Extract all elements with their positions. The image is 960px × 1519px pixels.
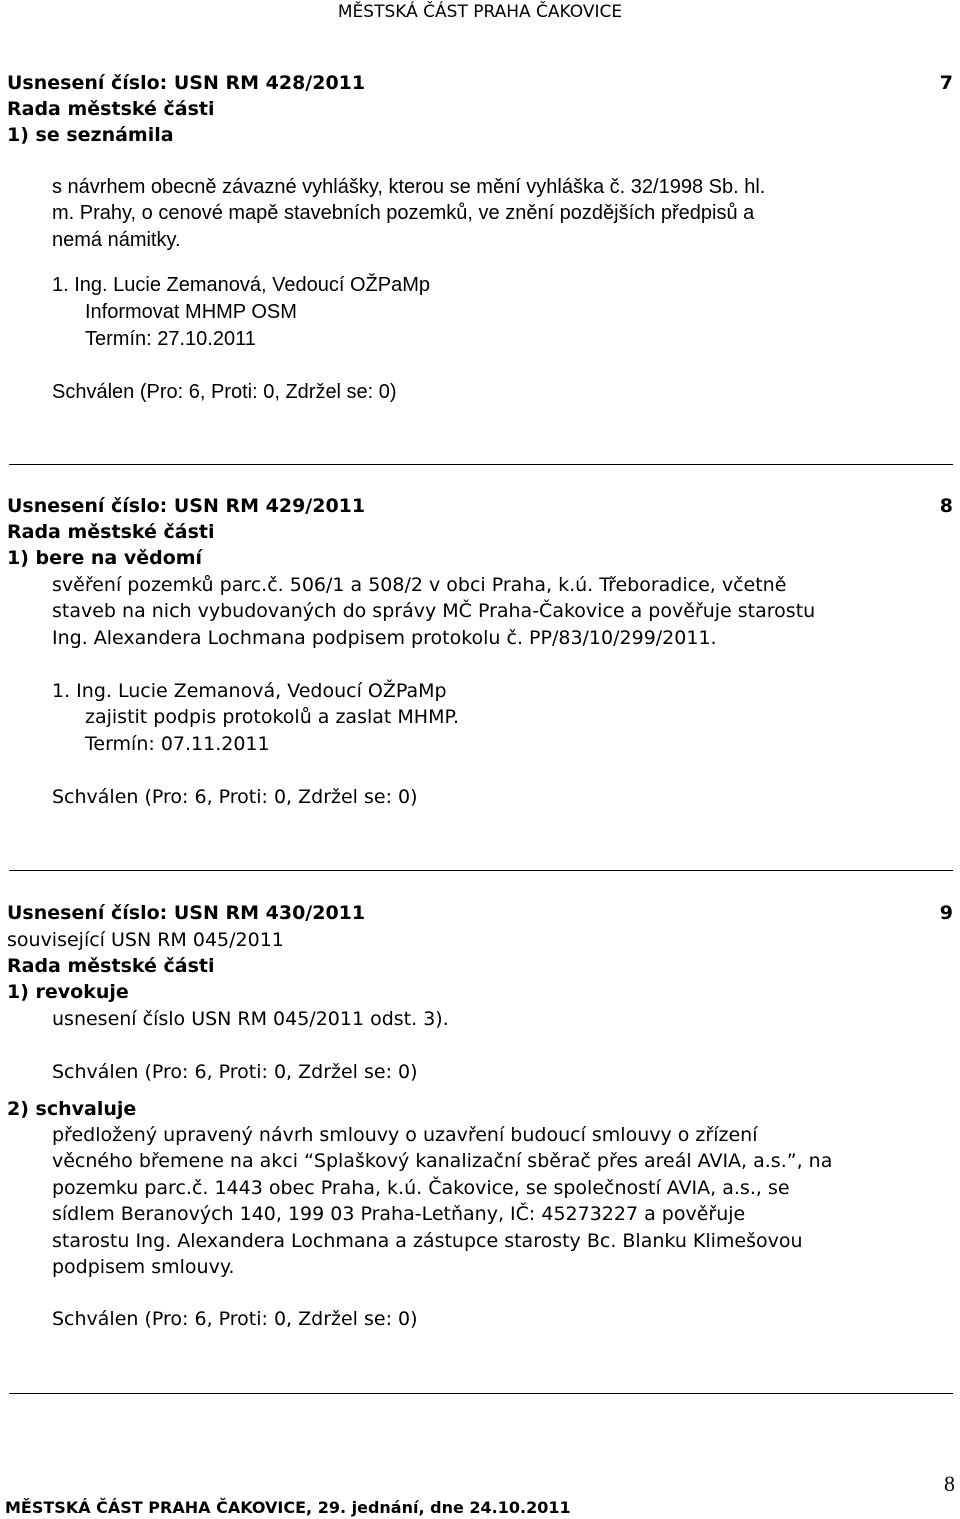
page-number: 8 xyxy=(944,1471,955,1496)
text-line: s návrhem obecně závazné vyhlášky, kterou se mění vyhláška č. 32/1998 Sb. hl. xyxy=(52,176,766,198)
deadline: Termín: 27.10.2011 xyxy=(85,328,256,350)
item-label: 1) bere na vědomí xyxy=(7,547,203,569)
text-line: svěření pozemků parc.č. 506/1 a 508/2 v obci Praha, k.ú. Třeboradice, včetně xyxy=(52,574,787,596)
text-line: m. Prahy, o cenové mapě stavebních pozemků, ve znění pozdějších předpisů a xyxy=(52,202,755,224)
text-line: staveb na nich vybudovaných do správy MČ Praha-Čakovice a pověřuje starostu xyxy=(52,600,816,622)
resolution-number: 8 xyxy=(939,495,953,517)
task-text: Informovat MHMP OSM xyxy=(85,301,297,323)
page-footer: MĚSTSKÁ ČÁST PRAHA ČAKOVICE, 29. jednání, dne 24.10.2011 xyxy=(5,1498,571,1517)
deadline: Termín: 07.11.2011 xyxy=(85,733,270,755)
council-label: Rada městské části xyxy=(7,98,215,120)
related-resolution: související USN RM 045/2011 xyxy=(7,929,284,951)
council-label: Rada městské části xyxy=(7,955,215,977)
resolution-title: Usnesení číslo: USN RM 429/2011 xyxy=(7,495,366,517)
resolution-title: Usnesení číslo: USN RM 430/2011 xyxy=(7,902,366,924)
item-label: 1) se seznámila xyxy=(7,124,174,146)
page-header: MĚSTSKÁ ČÁST PRAHA ČAKOVICE xyxy=(337,2,623,22)
vote-result: Schválen (Pro: 6, Proti: 0, Zdržel se: 0) xyxy=(52,381,397,403)
separator xyxy=(9,464,953,465)
separator xyxy=(9,1393,953,1394)
task-person: 1. Ing. Lucie Zemanová, Vedoucí OŽPaMp xyxy=(52,680,447,702)
text-line: sídlem Beranových 140, 199 03 Praha-Letňany, IČ: 45273227 a pověřuje xyxy=(52,1203,746,1225)
vote-result: Schválen (Pro: 6, Proti: 0, Zdržel se: 0) xyxy=(52,1308,418,1330)
text-line: Ing. Alexandera Lochmana podpisem protokolu č. PP/83/10/299/2011. xyxy=(52,627,717,649)
item-text: usnesení číslo USN RM 045/2011 odst. 3). xyxy=(52,1008,449,1030)
item-label: 1) revokuje xyxy=(7,981,129,1003)
resolution-number: 9 xyxy=(939,902,953,924)
council-label: Rada městské části xyxy=(7,521,215,543)
resolution-number: 7 xyxy=(939,72,953,94)
separator xyxy=(9,870,953,871)
text-line: starostu Ing. Alexandera Lochmana a zástupce starosty Bc. Blanku Klimešovou xyxy=(52,1230,803,1252)
vote-result: Schválen (Pro: 6, Proti: 0, Zdržel se: 0) xyxy=(52,1061,418,1083)
vote-result: Schválen (Pro: 6, Proti: 0, Zdržel se: 0) xyxy=(52,786,418,808)
text-line: věcného břemene na akci “Splaškový kanalizační sběrač přes areál AVIA, a.s.”, na xyxy=(52,1150,833,1172)
item-label: 2) schvaluje xyxy=(7,1098,137,1120)
text-line: podpisem smlouvy. xyxy=(52,1256,235,1278)
task-person: 1. Ing. Lucie Zemanová, Vedoucí OŽPaMp xyxy=(52,274,430,296)
resolution-title: Usnesení číslo: USN RM 428/2011 xyxy=(7,72,366,94)
text-line: pozemku parc.č. 1443 obec Praha, k.ú. Čakovice, se společností AVIA, a.s., se xyxy=(52,1177,790,1199)
text-line: předložený upravený návrh smlouvy o uzavření budoucí smlouvy o zřízení xyxy=(52,1124,758,1146)
text-line: nemá námitky. xyxy=(52,229,181,251)
task-text: zajistit podpis protokolů a zaslat MHMP. xyxy=(85,706,459,728)
